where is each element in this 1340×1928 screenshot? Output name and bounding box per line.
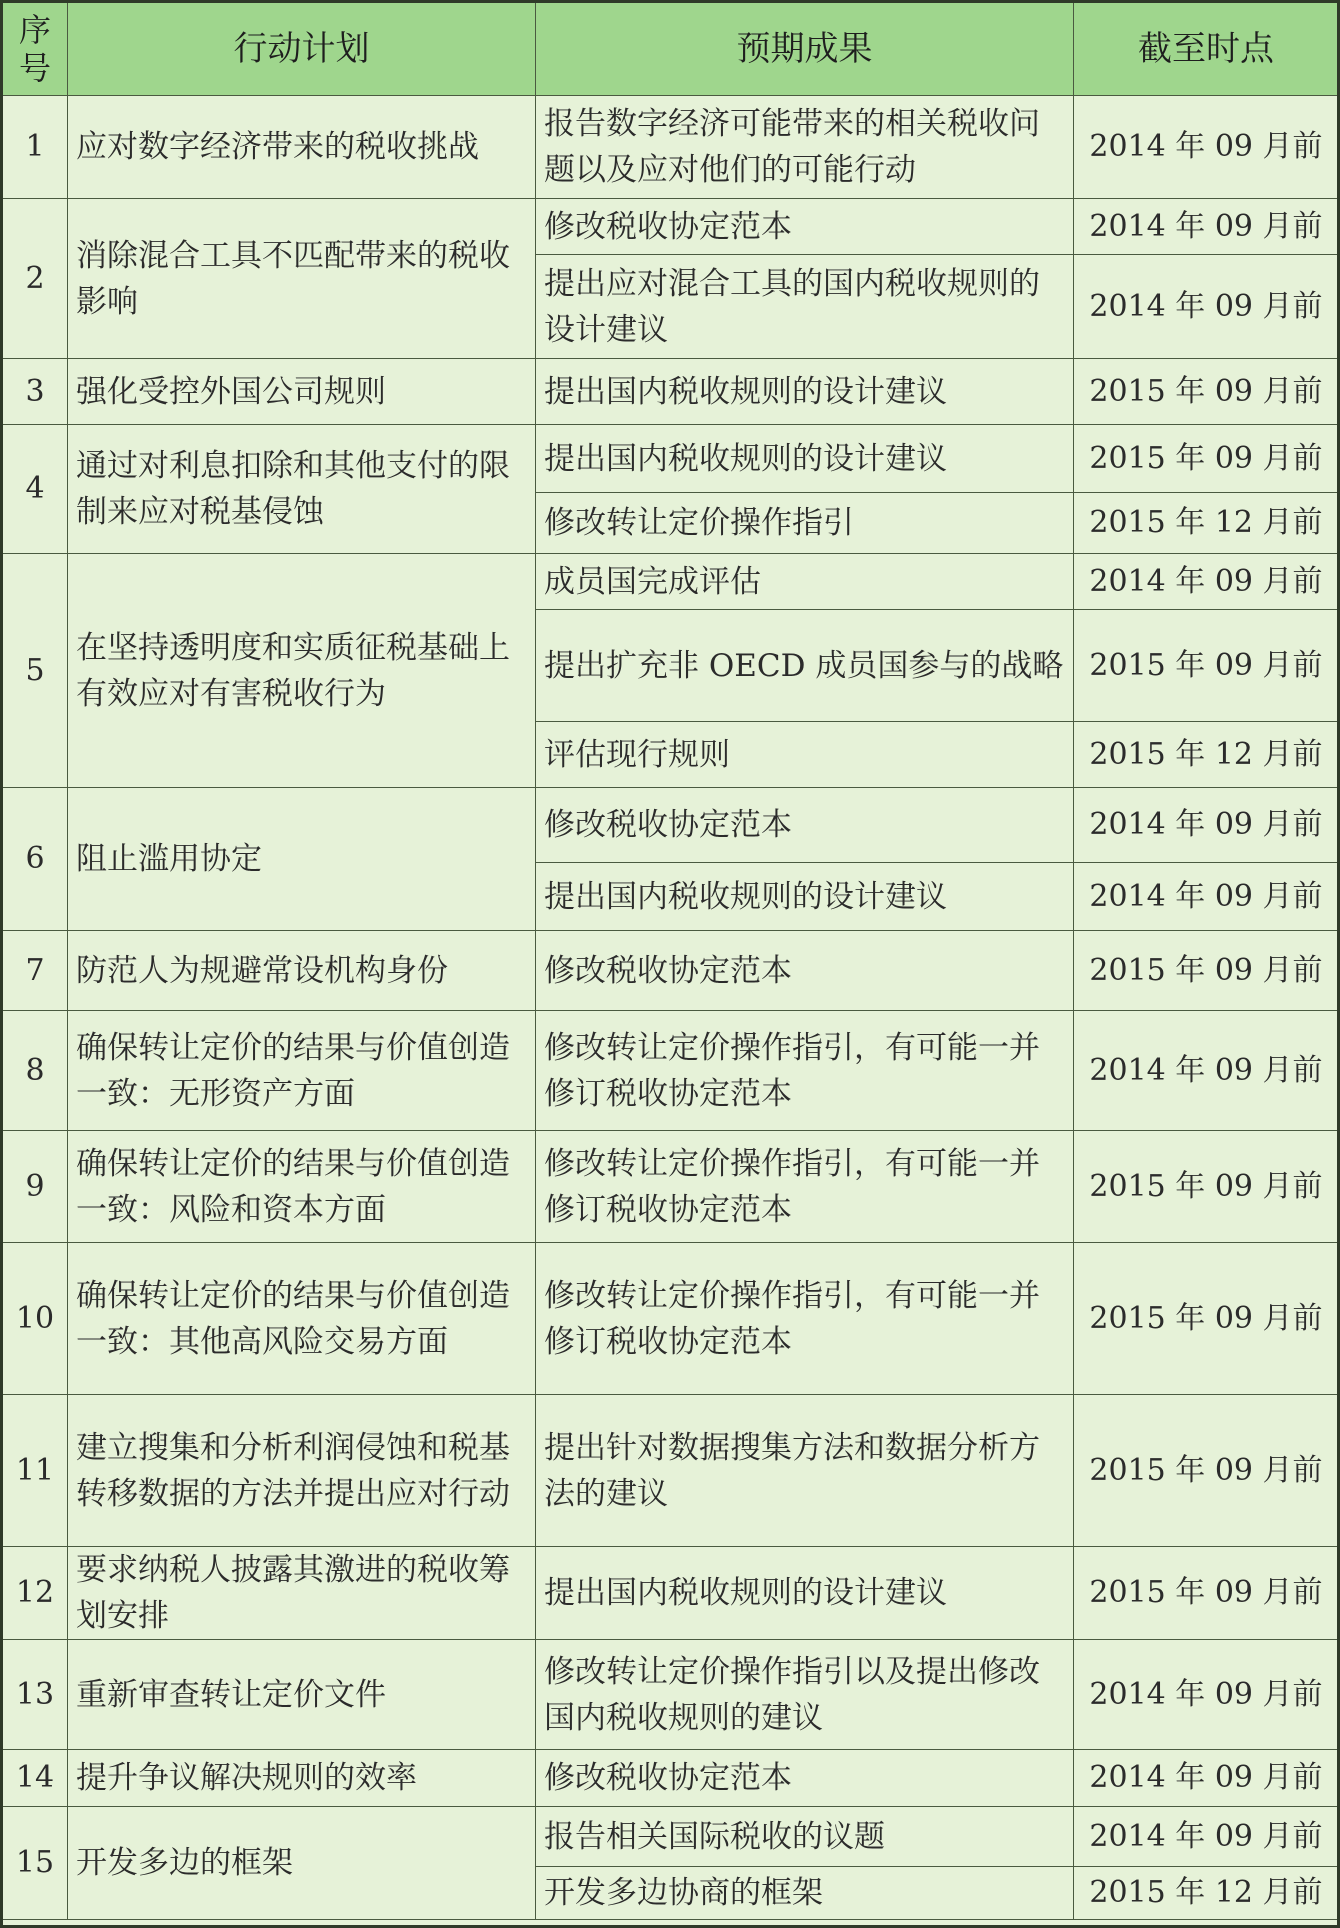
- cell-deadline: 2014 年 09 月前: [1074, 199, 1339, 255]
- cell-no: 4: [3, 425, 68, 554]
- cell-deadline: 2014 年 09 月前: [1074, 1640, 1339, 1750]
- table-row: [3, 96, 1339, 199]
- cell-deadline: 2015 年 09 月前: [1074, 425, 1339, 493]
- cell-plan: 开发多边的框架: [68, 1807, 536, 1920]
- cell-outcome: 开发多边协商的框架: [536, 1867, 1074, 1920]
- cell-no: 11: [3, 1395, 68, 1547]
- cell-outcome: 修改税收协定范本: [536, 1750, 1074, 1807]
- cell-deadline: 2014 年 09 月前: [1074, 255, 1339, 359]
- cell-no: 8: [3, 1011, 68, 1131]
- cell-no: 13: [3, 1640, 68, 1750]
- cell-outcome: 提出应对混合工具的国内税收规则的设计建议: [536, 255, 1074, 359]
- table-row: [3, 554, 1339, 610]
- cell-no: 2: [3, 199, 68, 359]
- beps-action-plan-table: [2, 2, 1339, 1920]
- cell-deadline: 2014 年 09 月前: [1074, 788, 1339, 863]
- cell-deadline: 2014 年 09 月前: [1074, 554, 1339, 610]
- cell-plan: 阻止滥用协定: [68, 788, 536, 931]
- cell-outcome: 修改转让定价操作指引: [536, 493, 1074, 554]
- cell-plan: 确保转让定价的结果与价值创造一致：无形资产方面: [68, 1011, 536, 1131]
- cell-no: 3: [3, 359, 68, 425]
- cell-no: 7: [3, 931, 68, 1011]
- cell-no: 5: [3, 554, 68, 788]
- cell-deadline: 2014 年 09 月前: [1074, 1807, 1339, 1867]
- header-row: [3, 3, 1339, 96]
- cell-outcome: 提出国内税收规则的设计建议: [536, 359, 1074, 425]
- cell-deadline: 2015 年 12 月前: [1074, 493, 1339, 554]
- table-row: [3, 1640, 1339, 1750]
- cell-plan: 在坚持透明度和实质征税基础上有效应对有害税收行为: [68, 554, 536, 788]
- table-header: [3, 3, 1339, 96]
- cell-plan: 应对数字经济带来的税收挑战: [68, 96, 536, 199]
- header-outcome: 预期成果: [536, 3, 1074, 96]
- cell-outcome: 报告数字经济可能带来的相关税收问题以及应对他们的可能行动: [536, 96, 1074, 199]
- cell-no: 9: [3, 1131, 68, 1243]
- cell-outcome: 修改税收协定范本: [536, 788, 1074, 863]
- cell-no: 10: [3, 1243, 68, 1395]
- cell-outcome: 评估现行规则: [536, 722, 1074, 788]
- cell-outcome: 修改转让定价操作指引，有可能一并修订税收协定范本: [536, 1243, 1074, 1395]
- table-row: [3, 1011, 1339, 1131]
- cell-outcome: 提出国内税收规则的设计建议: [536, 863, 1074, 931]
- header-no: 序号: [3, 3, 68, 96]
- cell-plan: 要求纳税人披露其激进的税收筹划安排: [68, 1547, 536, 1640]
- table-row: [3, 1243, 1339, 1395]
- cell-no: 15: [3, 1807, 68, 1920]
- cell-deadline: 2014 年 09 月前: [1074, 863, 1339, 931]
- cell-plan: 提升争议解决规则的效率: [68, 1750, 536, 1807]
- cell-outcome: 修改税收协定范本: [536, 199, 1074, 255]
- cell-outcome: 修改转让定价操作指引，有可能一并修订税收协定范本: [536, 1131, 1074, 1243]
- cell-plan: 通过对利息扣除和其他支付的限制来应对税基侵蚀: [68, 425, 536, 554]
- cell-outcome: 提出国内税收规则的设计建议: [536, 425, 1074, 493]
- cell-plan: 建立搜集和分析利润侵蚀和税基转移数据的方法并提出应对行动: [68, 1395, 536, 1547]
- cell-plan: 确保转让定价的结果与价值创造一致：风险和资本方面: [68, 1131, 536, 1243]
- table-row: [3, 931, 1339, 1011]
- cell-outcome: 提出扩充非 OECD 成员国参与的战略: [536, 610, 1074, 722]
- cell-deadline: 2015 年 09 月前: [1074, 359, 1339, 425]
- cell-deadline: 2015 年 09 月前: [1074, 931, 1339, 1011]
- cell-outcome: 提出国内税收规则的设计建议: [536, 1547, 1074, 1640]
- header-plan: 行动计划: [68, 3, 536, 96]
- cell-plan: 消除混合工具不匹配带来的税收影响: [68, 199, 536, 359]
- cell-deadline: 2015 年 09 月前: [1074, 1395, 1339, 1547]
- cell-deadline: 2015 年 12 月前: [1074, 1867, 1339, 1920]
- cell-no: 12: [3, 1547, 68, 1640]
- cell-plan: 重新审查转让定价文件: [68, 1640, 536, 1750]
- cell-outcome: 成员国完成评估: [536, 554, 1074, 610]
- table-row: [3, 1807, 1339, 1867]
- table-row: [3, 1131, 1339, 1243]
- cell-plan: 强化受控外国公司规则: [68, 359, 536, 425]
- cell-no: 14: [3, 1750, 68, 1807]
- table-row: [3, 1750, 1339, 1807]
- cell-no: 6: [3, 788, 68, 931]
- cell-outcome: 提出针对数据搜集方法和数据分析方法的建议: [536, 1395, 1074, 1547]
- cell-deadline: 2015 年 09 月前: [1074, 1131, 1339, 1243]
- header-deadline: 截至时点: [1074, 3, 1339, 96]
- cell-deadline: 2014 年 09 月前: [1074, 1750, 1339, 1807]
- table-row: [3, 1547, 1339, 1640]
- cell-deadline: 2015 年 12 月前: [1074, 722, 1339, 788]
- cell-outcome: 修改税收协定范本: [536, 931, 1074, 1011]
- cell-no: 1: [3, 96, 68, 199]
- table-row: [3, 359, 1339, 425]
- table-row: [3, 1395, 1339, 1547]
- table-row: [3, 199, 1339, 255]
- cell-outcome: 修改转让定价操作指引，有可能一并修订税收协定范本: [536, 1011, 1074, 1131]
- cell-deadline: 2015 年 09 月前: [1074, 610, 1339, 722]
- cell-deadline: 2014 年 09 月前: [1074, 96, 1339, 199]
- cell-plan: 确保转让定价的结果与价值创造一致：其他高风险交易方面: [68, 1243, 536, 1395]
- cell-deadline: 2014 年 09 月前: [1074, 1011, 1339, 1131]
- cell-plan: 防范人为规避常设机构身份: [68, 931, 536, 1011]
- table-row: [3, 788, 1339, 863]
- cell-deadline: 2015 年 09 月前: [1074, 1547, 1339, 1640]
- table-body: [3, 96, 1339, 1920]
- table-row: [3, 425, 1339, 493]
- cell-outcome: 报告相关国际税收的议题: [536, 1807, 1074, 1867]
- cell-outcome: 修改转让定价操作指引以及提出修改国内税收规则的建议: [536, 1640, 1074, 1750]
- cell-deadline: 2015 年 09 月前: [1074, 1243, 1339, 1395]
